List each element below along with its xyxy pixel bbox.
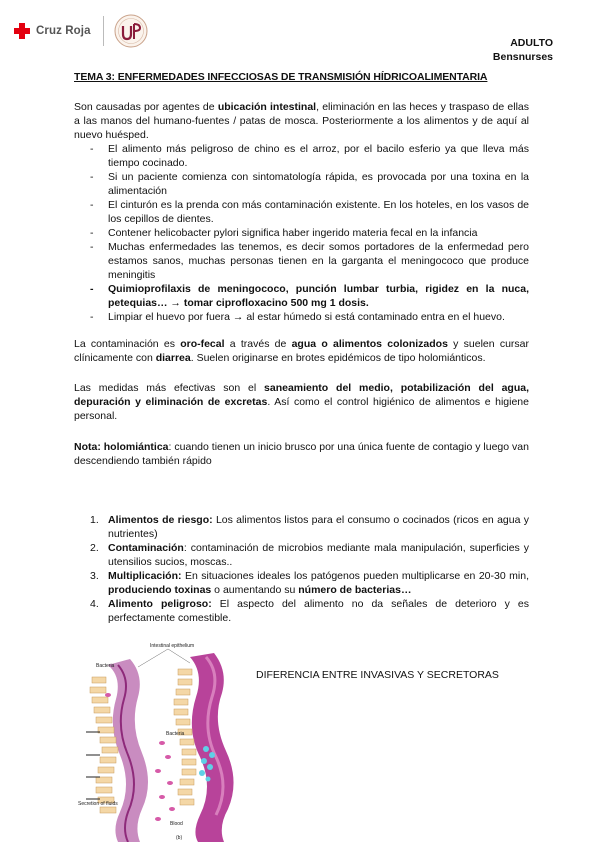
measures-paragraph: Las medidas más efectivas son el saneamiento del medio, potabilización del agua, depuración y eliminación de excretas. Así como el control higiénico de alimentos e higiene personal. (74, 382, 529, 422)
note-section (74, 440, 529, 468)
list-item: - El cinturón es la prenda con más contaminación existente. En los hoteles, en los vasos de los cepillos de dientes. (74, 198, 529, 226)
intro-paragraph: Son causadas por agentes de ubicación intestinal, eliminación en las heces y traspaso de ellas a las manos del humano-fuentes / patas de mosca. Posteriormente a los alimentos y de aquí al nuevo huésped. (74, 101, 529, 141)
university-seal-icon (114, 14, 148, 48)
figure-label: Bacteria (96, 663, 115, 669)
course-level: ADULTO (510, 37, 553, 49)
figure-label: Intestinal epithelium (150, 643, 195, 649)
bullet-list (74, 142, 529, 324)
cells-right (174, 669, 196, 805)
list-item: 2. Contaminación: contaminación de microbios mediante mala manipulación, superficies y utensilios sucios, moscas.. (90, 542, 529, 568)
contamination-section (74, 337, 529, 365)
contamination-paragraph: La contaminación es oro-fecal a través de agua o alimentos colonizados y suelen cursar clínicamente con diarrea. Suelen originarse en brotes epidémicos de tipo holomiánticos. (74, 338, 529, 364)
list-item: - Quimioprofilaxis de meningococo, punción lumbar turbia, rigidez en la nuca, petequias… → tomar ciprofloxacino 500 mg 1 dosis. (74, 282, 529, 310)
page-title: TEMA 3: ENFERMEDADES INFECCIOSAS DE TRANSMISIÓN HÍDRICOALIMENTARIA (74, 71, 488, 83)
list-item: 4. Alimento peligroso: El aspecto del alimento no da señales de deterioro y es perfectamente comestible. (90, 598, 529, 624)
figure-label: Blood (170, 821, 183, 827)
list-item: - Limpiar el huevo por fuera → al estar húmedo si está contaminado entra en el huevo. (74, 310, 529, 324)
numbered-section (74, 513, 529, 625)
epithelium-illustration (78, 637, 253, 842)
list-item: - Si un paciente comienza con sintomatología rápida, es provocada por una toxina en la alimentación (74, 170, 529, 198)
org-name: Cruz Roja (36, 25, 91, 37)
list-item: - Contener helicobacter pylori significa haber ingerido materia fecal en la infancia (74, 226, 529, 240)
figure-label: (b) (176, 835, 183, 841)
measures-section (74, 381, 529, 423)
logo-divider (103, 16, 104, 46)
intro-section (74, 100, 529, 324)
red-cross-icon (14, 23, 30, 39)
list-item: 3. Multiplicación: En situaciones ideales los patógenos pueden multiplicarse en 20-30 min, produciendo toxinas o aumentando su número de bacterias… (90, 570, 529, 596)
cells-left (90, 677, 118, 813)
header-right (493, 36, 553, 64)
figure-label: Bacteria (166, 731, 185, 737)
header-logos (14, 14, 148, 48)
list-item: 1. Alimentos de riesgo: Los alimentos listos para el consumo o cocinados (ricos en agua y nutrientes) (90, 514, 529, 540)
list-item: - Muchas enfermedades las tenemos, es decir somos portadores de la enfermedad pero estamos sanos, muchas personas tienen en la garganta el meningococo que produce meningitis (74, 240, 529, 282)
figure-caption: DIFERENCIA ENTRE INVASIVAS Y SECRETORAS (256, 669, 499, 681)
author-name: Bensnurses (492, 51, 553, 63)
numbered-list (74, 513, 529, 625)
figure-label: Secretion of fluids (78, 801, 118, 807)
note-paragraph: Nota: holomiántica: cuando tienen un inicio brusco por una única fuente de contagio y luego van descendiendo también rápido (74, 441, 529, 467)
list-item: - El alimento más peligroso de chino es el arroz, por el bacilo esferio ya que lleva más tiempo cocinado. (74, 142, 529, 170)
